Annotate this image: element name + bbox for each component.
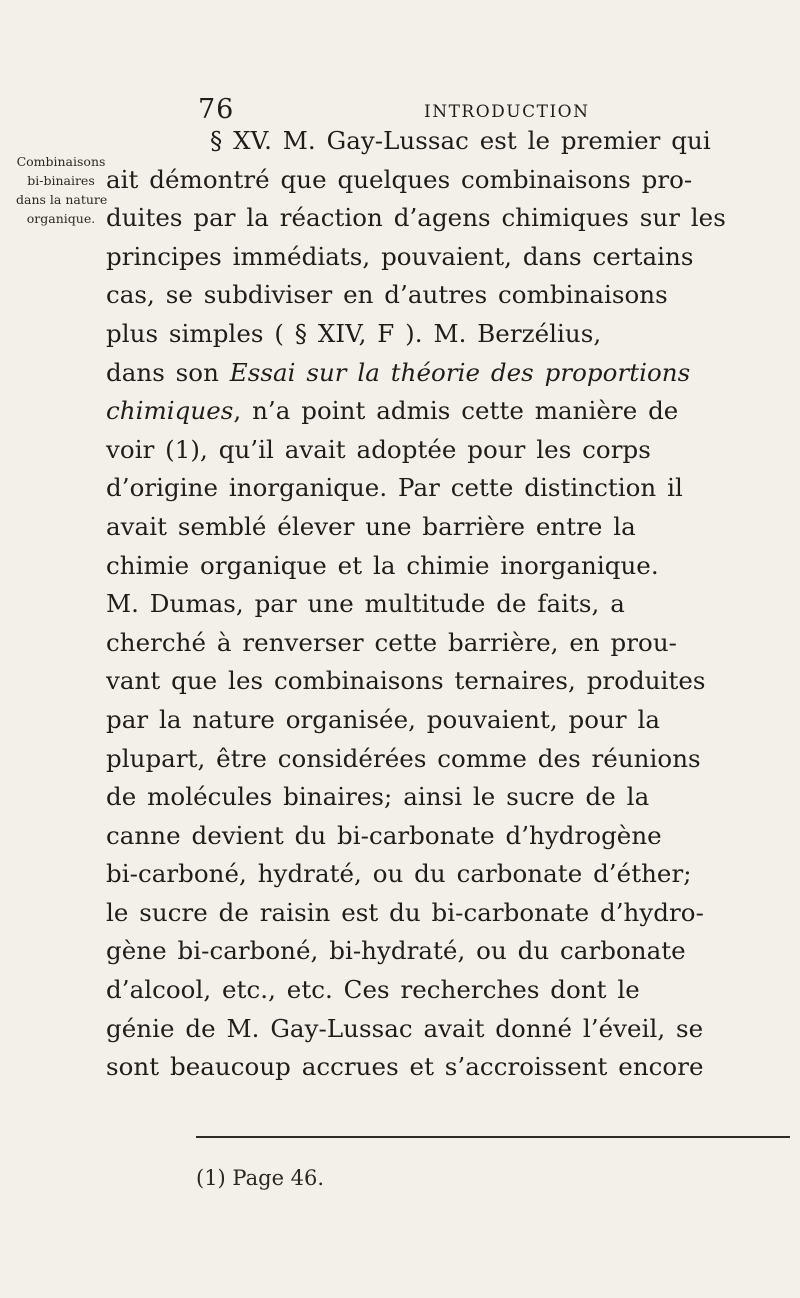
margin-note-line: dans la nature [16,192,108,207]
body-line: le sucre de raisin est du bi-carbonate d’hydro- [106,897,704,927]
margin-note-line: Combinaisons [16,154,106,169]
body-line [106,392,800,431]
body-line: ait démontré que quelques combinaisons pro- [106,164,693,194]
body-line: M. Dumas, par une multitude de faits, a [106,589,625,619]
footnote: (1) Page 46. [196,1166,325,1190]
body-line: plupart, être considérées comme des réunions [106,743,701,773]
body-line: d’origine inorganique. Par cette distinction il [106,473,683,503]
body-text-run: dans son [106,357,230,387]
book-title-italic: Essai sur la théorie des proportions [229,357,691,387]
body-line: génie de M. Gay-Lussac avait donné l’éveil, se [106,1013,704,1043]
body-line: duites par la réaction d’agens chimiques sur les [106,203,726,233]
body-line: d’alcool, etc., etc. Ces recherches dont le [106,975,640,1005]
body-line: canne devient du bi-carbonate d’hydrogène [106,820,662,850]
body-line: gène bi-carboné, bi-hydraté, ou du carbonate [106,936,686,966]
margin-note-line: bi-binaires [27,173,95,188]
body-line: sont beaucoup accrues et s’accroissent encore [106,1052,704,1082]
body-line: bi-carboné, hydraté, ou du carbonate d’éther; [106,859,692,889]
footnote-divider [196,1136,790,1138]
page-number: 76 [198,94,235,125]
margin-note [16,152,106,228]
running-title: INTRODUCTION [424,102,590,122]
margin-note-line: organique. [26,211,96,226]
body-line: vant que les combinaisons ternaires, produites [106,666,706,696]
body-line: cas, se subdiviser en d’autres combinaisons [106,280,668,310]
book-title-italic: chimiques [106,396,234,426]
body-line: cherché à renverser cette barrière, en prou- [106,627,678,657]
body-line: avait semblé élever une barrière entre la [106,511,636,541]
body-line: principes immédiats, pouvaient, dans certains [106,241,694,271]
body-line: par la nature organisée, pouvaient, pour la [106,704,661,734]
body-line [106,354,800,393]
body-line: voir (1), qu’il avait adoptée pour les corps [106,434,651,464]
body-line: de molécules binaires; ainsi le sucre de la [106,782,650,812]
body-text-run: , n’a point admis cette manière de [233,396,679,426]
body-line: plus simples ( § XIV, F ). M. Berzélius, [106,318,602,348]
body-line: chimie organique et la chimie inorganique. [106,550,659,580]
body-line: § XV. M. Gay-Lussac est le premier qui [210,126,711,155]
body-text [106,122,800,1087]
